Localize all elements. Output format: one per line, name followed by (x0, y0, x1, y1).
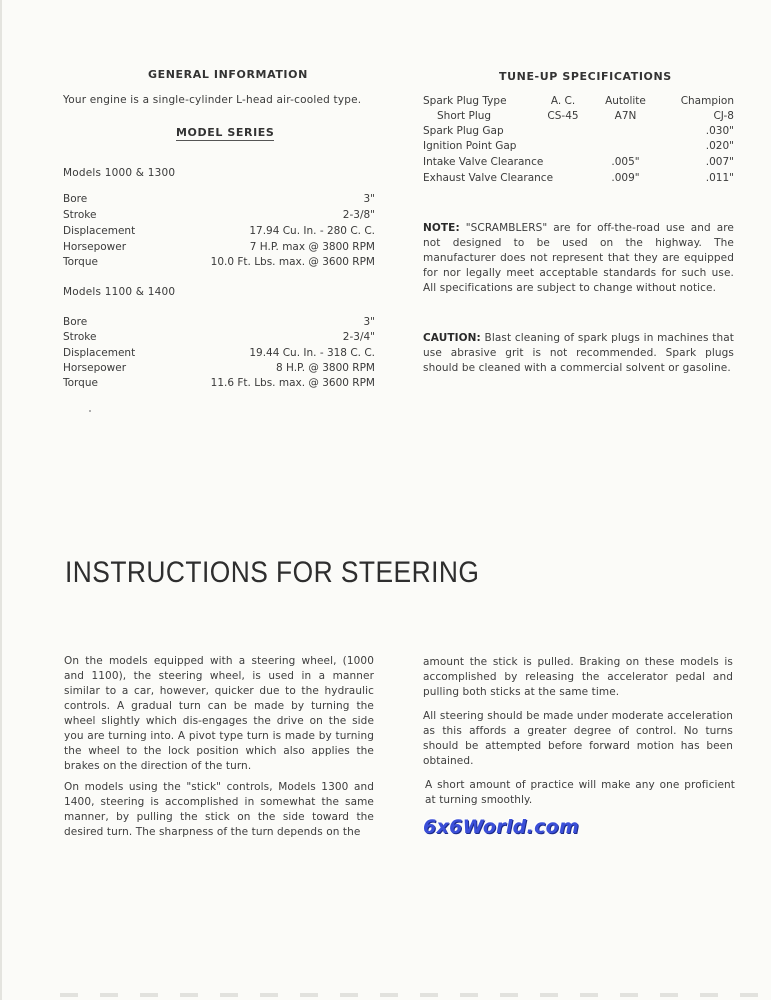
steering-paragraph-3: amount the stick is pulled. Braking on these models is accomplished by releasing the accelerator pedal and pulling both sticks at the same time. (423, 656, 733, 698)
tuneup-label: Short Plug (437, 110, 492, 122)
tuneup-row (423, 155, 734, 170)
spec-row-horsepower (63, 361, 375, 375)
spec-row-bore (63, 315, 375, 329)
note-text: "SCRAMBLERS" are for off-the-road use and are not designed to be used on the highway. The manufacturer does not represent that they are equipped for nor legally meet acceptable standards for such use. All specifications are subject to change without notice. (423, 222, 734, 294)
caution-label: CAUTION: (423, 332, 481, 344)
spec-value: 19.44 Cu. In. - 318 C. C. (249, 347, 375, 359)
tuneup-row (423, 94, 734, 109)
tuneup-row (423, 124, 734, 139)
model-series-title (176, 126, 274, 139)
spec-label: Bore (63, 316, 88, 328)
tuneup-autolite: Autolite (605, 95, 646, 107)
spec-value: 2-3/4" (342, 331, 375, 343)
spec-row-displacement (63, 346, 375, 360)
steering-title: INSTRUCTIONS FOR STEERING (65, 556, 480, 589)
spec-row-stroke (63, 208, 375, 222)
spec-label: Horsepower (63, 362, 127, 374)
spec-row-torque (63, 255, 375, 269)
spec-value: 2-3/8" (342, 209, 375, 221)
steering-paragraph-2: On models using the "stick" controls, Models 1300 and 1400, steering is accomplished in somewhat the same manner, by pulling the stick on the side toward the desired turn. The sharpness of the turn depends on the (64, 781, 374, 838)
note-label: NOTE: (423, 222, 460, 234)
tuneup-label: Spark Plug Type (423, 95, 507, 107)
tuneup-autolite: .009" (611, 172, 640, 184)
tuneup-label: Ignition Point Gap (423, 140, 517, 152)
spec-label: Torque (63, 377, 98, 389)
steering-paragraph-1: On the models equipped with a steering wheel, (1000 and 1100), the steering wheel, is used in a manner similar to a car, however, quicker due to the hydraulic controls. A gradual turn can be made by turning the wheel slightly which dis-engages the drive on the side you are turning into. A pivot type turn is made by turning the wheel to the lock position which also applies the brakes on the direction of the turn. (64, 655, 374, 772)
speck (89, 410, 91, 412)
tuneup-ac: A. C. (550, 95, 576, 107)
spec-value: 7 H.P. max @ 3800 RPM (249, 241, 375, 253)
tuneup-champion: .011" (705, 172, 734, 184)
engine-intro: Your engine is a single-cylinder L-head air-cooled type. (63, 94, 362, 106)
spec-row-torque (63, 376, 375, 390)
spec-label: Stroke (63, 209, 97, 221)
models-1100-1400-heading: Models 1100 & 1400 (63, 286, 176, 298)
spec-value: 3" (363, 193, 375, 205)
tuneup-row (423, 171, 734, 186)
tuneup-label: Intake Valve Clearance (423, 156, 544, 168)
spec-row-displacement (63, 224, 375, 238)
spec-label: Displacement (63, 225, 136, 237)
spec-value: 3" (363, 316, 375, 328)
caution-text: Blast cleaning of spark plugs in machines that use abrasive grit is not recommended. Spark plugs should be cleaned with a commercial solvent or gasoline. (423, 332, 734, 374)
general-information-title: GENERAL INFORMATION (148, 68, 308, 81)
tuneup-row (423, 109, 734, 124)
tuneup-champion: .030" (705, 125, 734, 137)
spec-value: 8 H.P. @ 3800 RPM (275, 362, 375, 374)
spec-label: Bore (63, 193, 88, 205)
tuneup-champion: Champion (680, 95, 734, 107)
tuneup-champion: .020" (705, 140, 734, 152)
bottom-bleed-marks (60, 993, 760, 997)
steering-paragraph-4: All steering should be made under moderate acceleration as this affords a greater degree of control. No turns should be attempted before forward motion has been obtained. (423, 710, 733, 767)
model-series-label: MODEL SERIES (176, 126, 275, 139)
caution-paragraph (423, 331, 734, 376)
spec-value: 11.6 Ft. Lbs. max. @ 3600 RPM (210, 377, 375, 389)
spec-label: Displacement (63, 347, 136, 359)
spec-label: Horsepower (63, 241, 127, 253)
spec-label: Torque (63, 256, 98, 268)
tuneup-label: Spark Plug Gap (423, 125, 504, 137)
spec-row-stroke (63, 330, 375, 344)
spec-value: 17.94 Cu. In. - 280 C. C. (249, 225, 375, 237)
spec-row-horsepower (63, 240, 375, 254)
spec-value: 10.0 Ft. Lbs. max. @ 3600 RPM (210, 256, 375, 268)
watermark-logo: 6x6World.com (423, 816, 580, 838)
models-1000-1300-heading: Models 1000 & 1300 (63, 167, 176, 179)
tuneup-autolite: .005" (611, 156, 640, 168)
tuneup-row (423, 139, 734, 154)
page-edge (0, 0, 2, 1000)
tuneup-champion: .007" (705, 156, 734, 168)
tuneup-ac: CS-45 (547, 110, 579, 122)
steering-paragraph-5: A short amount of practice will make any one proficient at turning smoothly. (425, 779, 735, 806)
spec-row-bore (63, 192, 375, 206)
tuneup-label: Exhaust Valve Clearance (423, 172, 554, 184)
tuneup-autolite: A7N (614, 110, 637, 122)
tuneup-title: TUNE-UP SPECIFICATIONS (499, 70, 672, 83)
tuneup-champion: CJ-8 (713, 110, 734, 122)
note-paragraph (423, 221, 734, 296)
spec-label: Stroke (63, 331, 97, 343)
